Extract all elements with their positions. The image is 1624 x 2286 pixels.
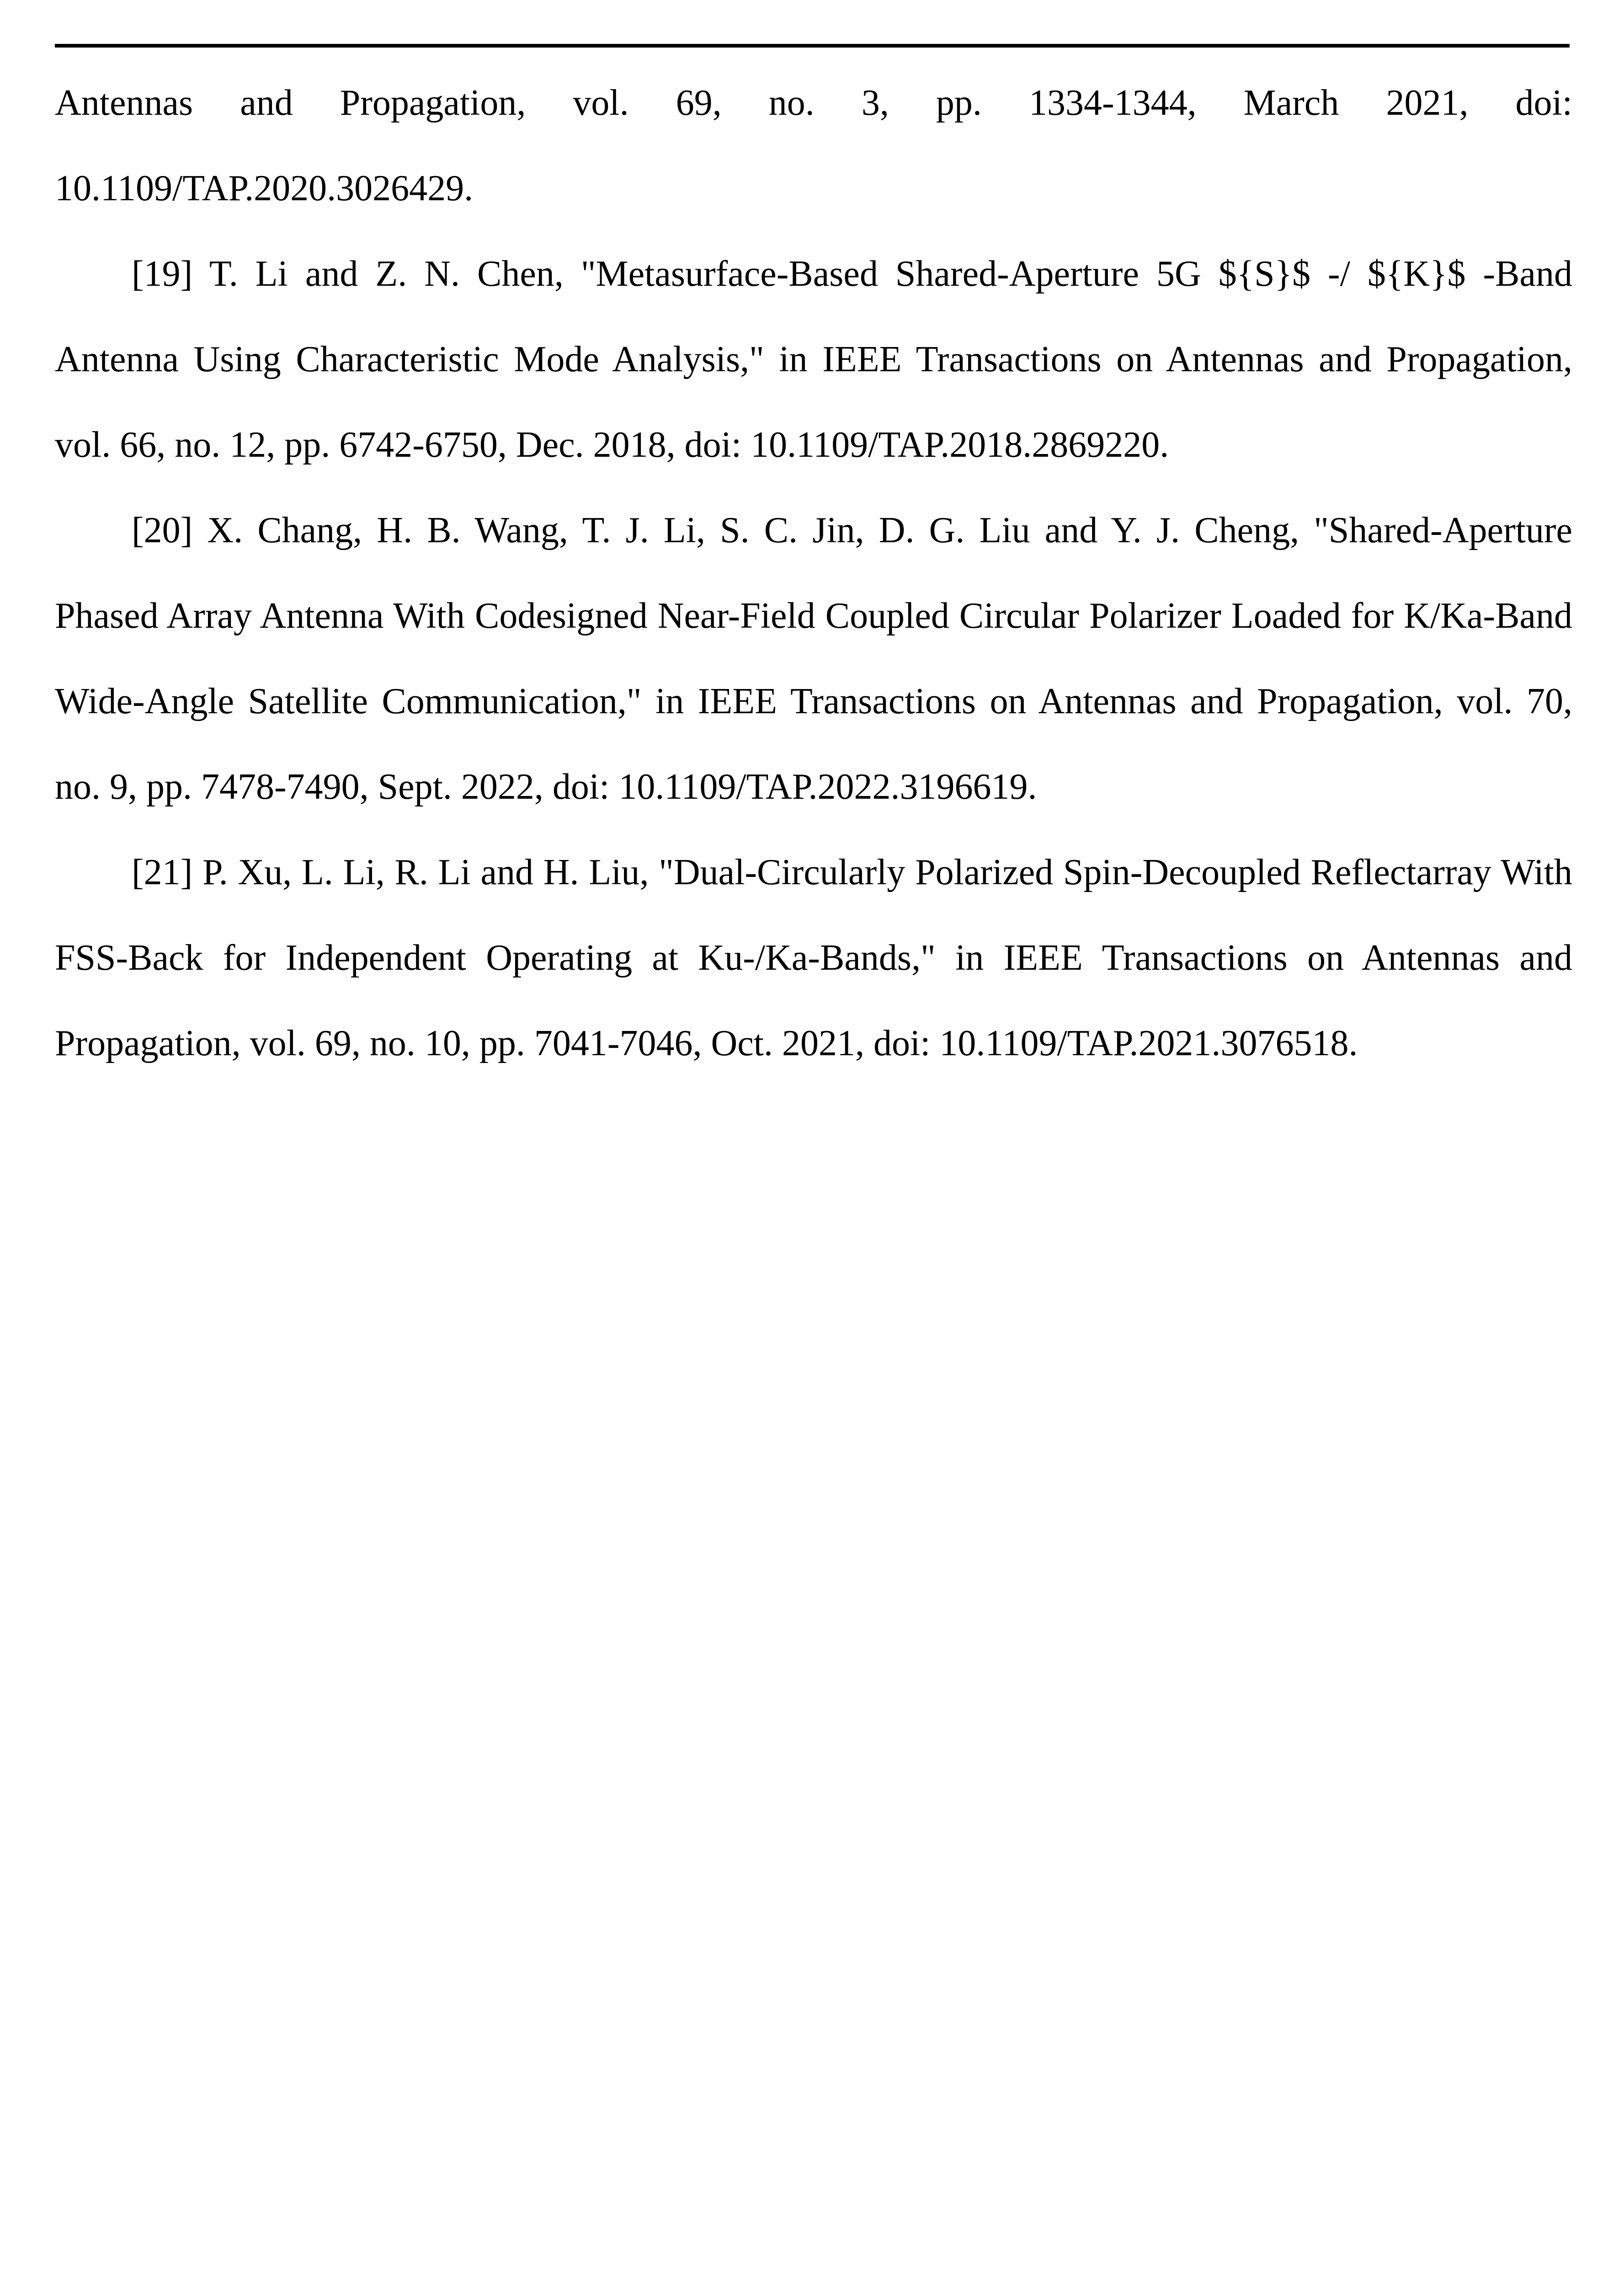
- reference-19: [19] T. Li and Z. N. Chen, "Metasurface-Based Shared-Aperture 5G ${S}$ -/ ${K}$ -Band Antenna Using Characteristic Mode Analysis," in IEEE Transactions on Antennas and Propagation, vol. 66, no. 12, pp. 6742-6750, Dec. 2018, doi: 10.1109/TAP.2018.2869220.: [55, 254, 1572, 465]
- reference-continuation: Antennas and Propagation, vol. 69, no. 3, pp. 1334-1344, March 2021, doi: 10.1109/TAP.2020.3026429.: [55, 83, 1572, 208]
- reference-list: [55, 60, 1572, 1086]
- header-rule: [55, 44, 1570, 48]
- reference-20: [20] X. Chang, H. B. Wang, T. J. Li, S. C. Jin, D. G. Liu and Y. J. Cheng, "Shared-Aperture Phased Array Antenna With Codesigned Near-Field Coupled Circular Polarizer Loaded for K/Ka-Band Wide-Angle Satellite Communication," in IEEE Transactions on Antennas and Propagation, vol. 70, no. 9, pp. 7478-7490, Sept. 2022, doi: 10.1109/TAP.2022.3196619.: [55, 510, 1572, 807]
- reference-21: [21] P. Xu, L. Li, R. Li and H. Liu, "Dual-Circularly Polarized Spin-Decoupled Reflectarray With FSS-Back for Independent Operating at Ku-/Ka-Bands," in IEEE Transactions on Antennas and Propagation, vol. 69, no. 10, pp. 7041-7046, Oct. 2021, doi: 10.1109/TAP.2021.3076518.: [55, 852, 1572, 1063]
